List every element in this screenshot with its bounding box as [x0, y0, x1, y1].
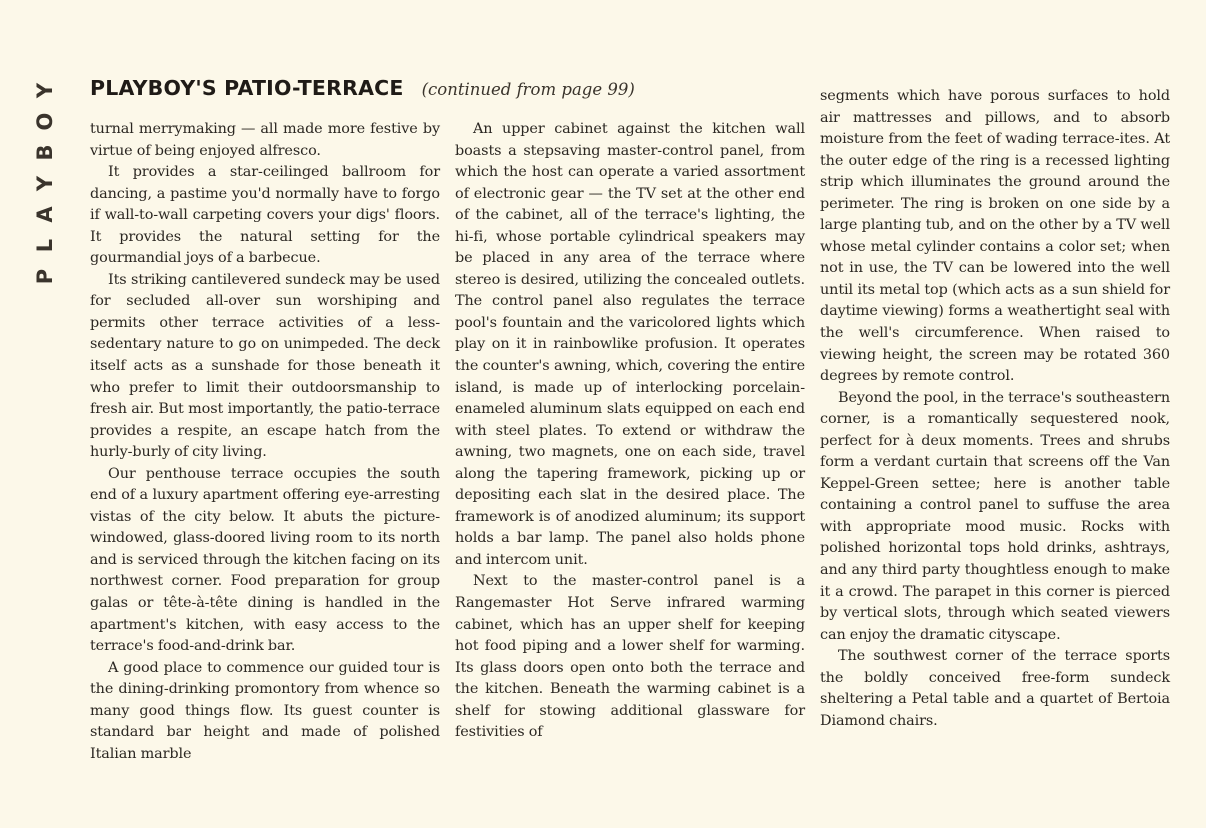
paragraph: A good place to commence our guided tour is the dining-drinking promontory from whence so many good things flow. Its guest counter is standard bar height and made of polished Italian marble [90, 659, 440, 762]
masthead-letter: A [32, 206, 57, 223]
paragraph: Our penthouse terrace occupies the south end of a luxury apartment offering eye-arresting vistas of the city below. It abuts the picture-windowed, glass-doored living room to its north and is serviced through the kitchen facing on its northwest corner. Food preparation for group galas or tête-à-tête dining is handled in the apartment's kitchen, with easy access to the terrace's food-and-drink bar. [90, 465, 440, 655]
continued-note: (continued from page 99) [421, 80, 635, 99]
paragraph: Next to the master-control panel is a Rangemaster Hot Serve infrared warming cabinet, which has an upper shelf for keeping hot food piping and a lower shelf for warming. Its glass doors open onto both the terrace and the kitchen. Beneath the warming cabinet is a shelf for stowing additional glassware for festivities of [455, 573, 805, 741]
paragraph: Its striking cantilevered sundeck may be used for secluded all-over sun worshiping and permits other terrace activities of a less-sedentary nature to go on unimpeded. The deck itself acts as a sunshade for those beneath it who prefer to limit their outdoorsmanship to fresh air. But most importantly, the patio-terrace provides a respite, an escape hatch from the hurly-burly of city living. [90, 271, 440, 461]
article-header [90, 76, 690, 106]
paragraph: Beyond the pool, in the terrace's southeastern corner, is a romantically sequestered nook, perfect for à deux moments. Trees and shrubs form a verdant curtain that screens off the Van Keppel-Green settee; here is another table containing a control panel to suffuse the area with appropriate mood music. Rocks with polished horizontal tops hold drinks, ashtrays, and any third party thoughtless enough to make it a crowd. The parapet in this corner is pierced by vertical slots, through which seated viewers can enjoy the dramatic cityscape. [820, 389, 1170, 643]
masthead-letter: L [32, 238, 57, 253]
masthead-letter: Y [32, 82, 57, 99]
text-column-2 [455, 119, 805, 744]
masthead-vertical [28, 76, 62, 285]
masthead-letter: P [32, 268, 57, 285]
paragraph: It provides a star-ceilinged ballroom for dancing, a pastime you'd normally have to forgo if wall-to-wall carpeting covers your digs' floors. It provides the natural setting for the gourmandial joys of a barbecue. [90, 164, 440, 267]
paragraph: An upper cabinet against the kitchen wall boasts a stepsaving master-control panel, from which the host can operate a varied assortment of electronic gear — the TV set at the other end of the cabinet, all of the terrace's lighting, the hi-fi, whose portable cylindrical speakers may be placed in any area of the terrace where stereo is desired, utilizing the concealed outlets. The control panel also regulates the terrace pool's fountain and the varicolored lights which play on it in rainbowlike profusion. It operates the counter's awning, which, covering the entire island, is made up of interlocking porcelain-enameled aluminum slats equipped on each end with steel plates. To extend or withdraw the awning, two magnets, one on each side, travel along the tapering framework, picking up or depositing each slat in the desired place. The framework is of anodized aluminum; its support holds a bar lamp. The panel also holds phone and intercom unit. [455, 121, 805, 568]
text-column-1 [90, 119, 440, 765]
masthead-letter: Y [32, 175, 57, 192]
text-column-3 [820, 86, 1170, 732]
article-title: PLAYBOY'S PATIO-TERRACE [90, 76, 404, 100]
paragraph: The southwest corner of the terrace sports the boldly conceived free-form sundeck sheltering a Petal table and a quartet of Bertoia Diamond chairs. [820, 648, 1170, 729]
masthead-letter: B [32, 144, 57, 161]
paragraph: segments which have porous surfaces to hold air mattresses and pillows, and to absorb moisture from the feet of wading terrace-ites. At the outer edge of the ring is a recessed lighting strip which illuminates the ground around the perimeter. The ring is broken on one side by a large planting tub, and on the other by a TV well whose metal cylinder contains a color set; when not in use, the TV can be lowered into the well until its metal top (which acts as a sun shield for daytime viewing) forms a weathertight seal with the well's circumference. When raised to viewing height, the screen may be rotated 360 degrees by remote control. [820, 88, 1170, 385]
masthead-letter: O [32, 112, 57, 131]
paragraph: turnal merrymaking — all made more festive by virtue of being enjoyed alfresco. [90, 121, 440, 159]
